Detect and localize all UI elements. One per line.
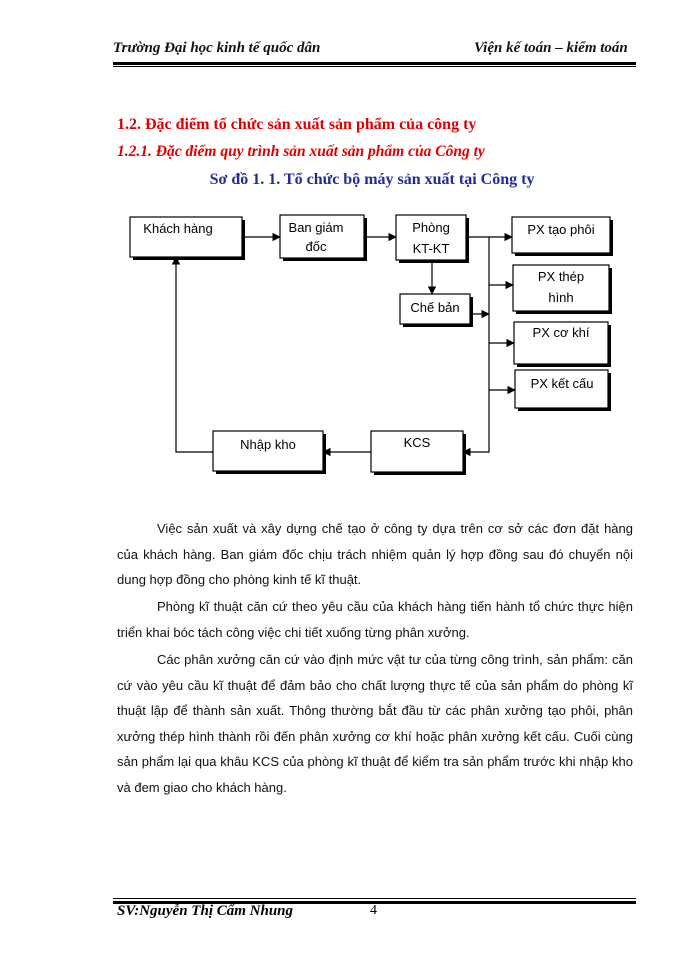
paragraph-1: Việc sản xuất và xây dựng chế tạo ở công ty dựa trên cơ sở các đơn đặt hàng của khách hàng. Ban giám đốc chịu trách nhiệm quản lý hợp đồng sau đó chuyển nội dung hợp đồng cho phòng kinh tế kĩ thuật. bbox=[117, 521, 633, 587]
label-che-ban: Chế bản bbox=[410, 300, 460, 315]
label-ban-giam-doc-1: Ban giám bbox=[288, 220, 344, 235]
connector-phong-to-kcs bbox=[463, 237, 489, 452]
paragraph-3: Các phân xưởng căn cứ vào định mức vật tư của từng công trình, sản phẩm: căn cứ vào yêu cầu kĩ thuật để đảm bảo cho chất lượng thực tế của sản phẩm do phòng kĩ thuật lập để thành sản xuất. Thông thường bắt đầu từ các phân xưởng tạo phôi, phân xưởng thép hình thành rồi đến phân xưởng cơ khí hoặc phân xưởng kết cấu. Cuối cùng sản phẩm lại qua khâu KCS của phòng kĩ thuật để kiểm tra sản phẩm trước khi nhập kho và đem giao cho khách hàng. bbox=[117, 652, 633, 795]
footer-rule-thin bbox=[113, 898, 636, 899]
diagram-title: Sơ đồ 1. 1. Tổ chức bộ máy sản xuất tại Công ty bbox=[209, 171, 535, 188]
label-px-co-khi: PX cơ khí bbox=[532, 325, 590, 340]
subsection-title: 1.2.1. Đặc điểm quy trình sản xuất sản phẩm của Công ty bbox=[117, 143, 485, 160]
label-kcs: KCS bbox=[403, 435, 431, 450]
arrow-nhapkho-to-khach bbox=[176, 257, 213, 452]
header-institute-name: Viện kế toán – kiểm toán bbox=[474, 40, 628, 56]
label-phong-1: Phòng bbox=[412, 220, 450, 235]
label-nhap-kho: Nhập kho bbox=[240, 437, 296, 452]
label-px-thep-hinh-1: PX thép bbox=[537, 269, 585, 284]
label-px-ket-cau: PX kết cấu bbox=[530, 376, 594, 391]
page-number: 4 bbox=[370, 903, 377, 918]
label-px-tao-phoi: PX tạo phôi bbox=[527, 222, 595, 237]
label-px-thep-hinh-2: hình bbox=[548, 290, 574, 305]
paragraph-2: Phòng kĩ thuật căn cứ theo yêu cầu của khách hàng tiến hành tổ chức thực hiện triển khai bóc tách công việc chi tiết xuống từng phân xưởng. bbox=[117, 599, 633, 640]
header-school-name: Trường Đại học kinh tế quốc dân bbox=[113, 40, 321, 56]
label-phong-2: KT-KT bbox=[412, 241, 450, 256]
footer-author: SV:Nguyễn Thị Cẩm Nhung bbox=[117, 903, 294, 919]
section-title: 1.2. Đặc điểm tổ chức sản xuất sản phẩm của công ty bbox=[117, 116, 477, 133]
label-ban-giam-doc-2: đốc bbox=[305, 239, 327, 254]
label-khach-hang: Khách hàng bbox=[143, 221, 213, 236]
